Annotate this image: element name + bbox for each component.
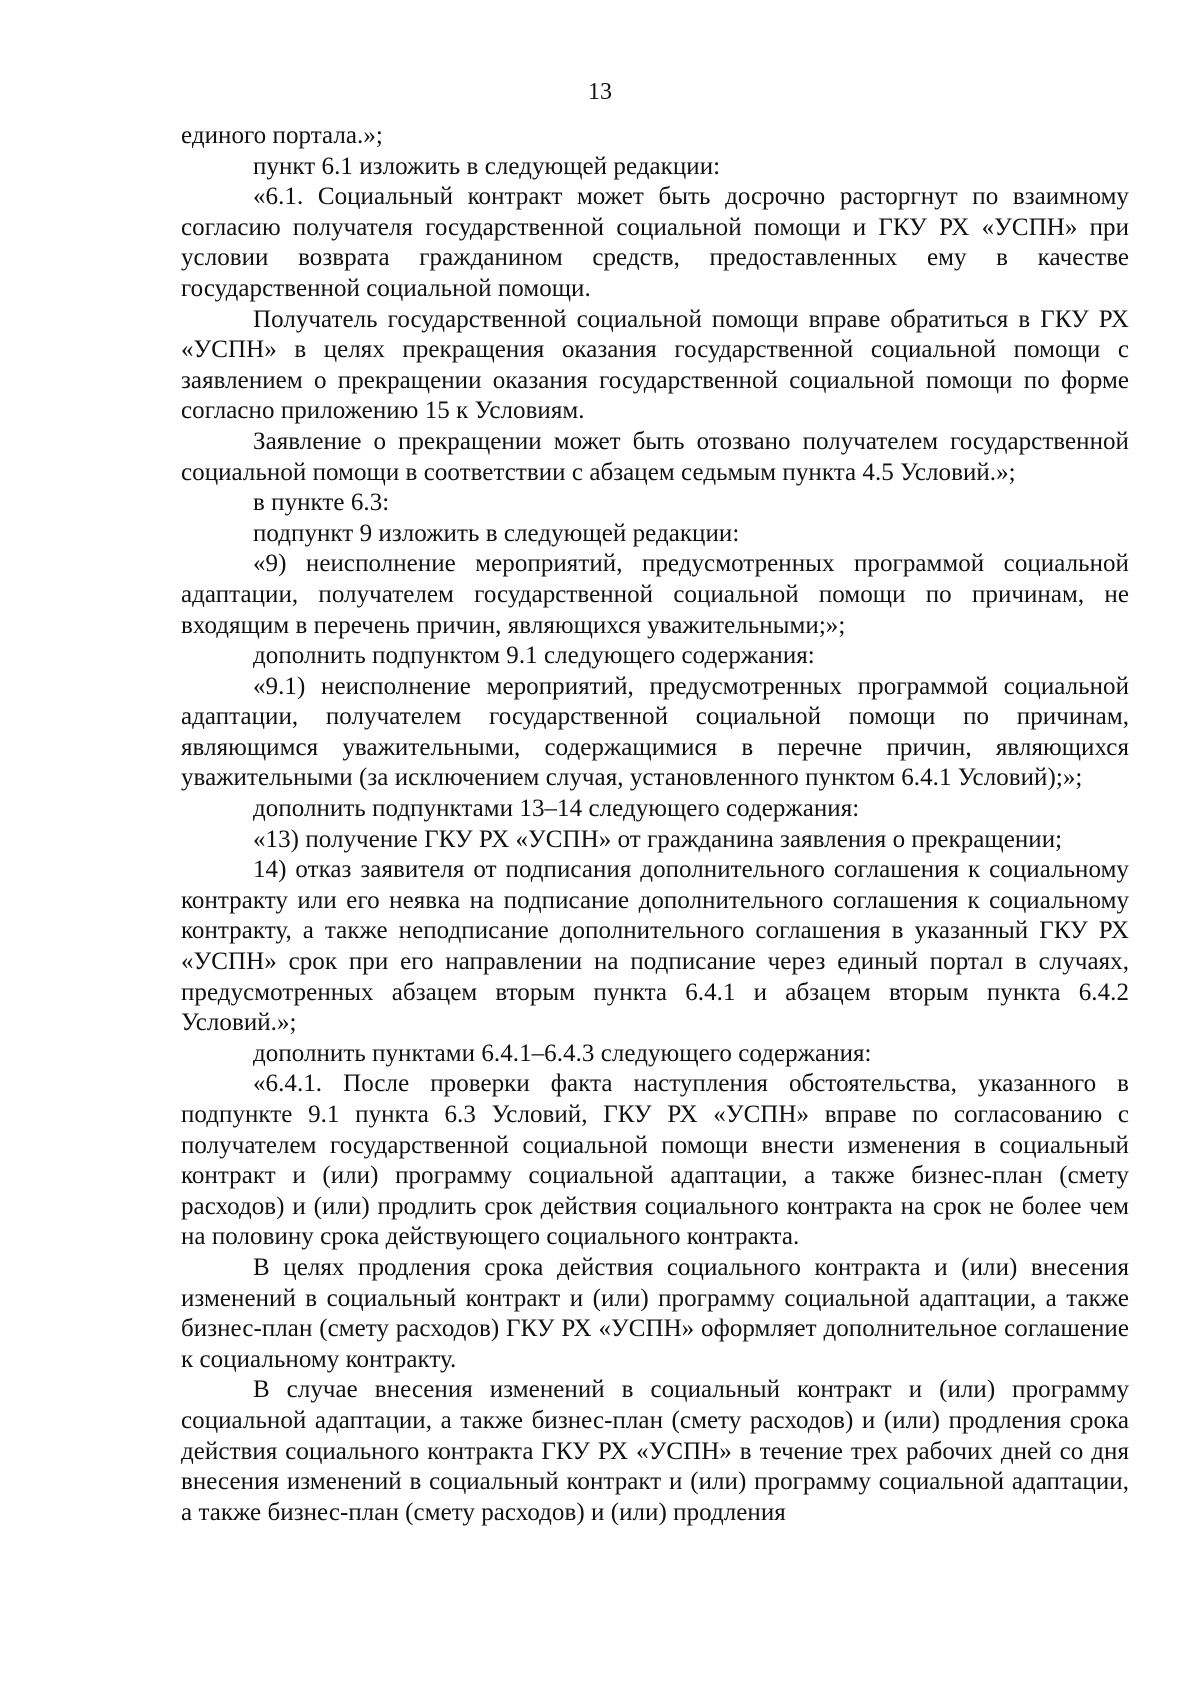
paragraph: Получатель государственной социальной помощи вправе обратиться в ГКУ РХ «УСПН» в целях прекращения оказания государственной социальной помощи с заявлением о прекращении оказания государственной социальной помощи по форме согласно приложению 15 к Условиям.: [181, 305, 1129, 425]
paragraph: дополнить подпунктами 13–14 следующего содержания:: [253, 795, 860, 823]
paragraph: пункт 6.1 изложить в следующей редакции:: [253, 152, 721, 180]
paragraph: в пункте 6.3:: [253, 489, 390, 517]
paragraph: 14) отказ заявителя от подписания дополнительного соглашения к социальному контракту или его неявка на подписание дополнительного соглашения к социальному контракту, а также неподписание дополнительного соглашения в указанный ГКУ РХ «УСПН» срок при его направлении на подписание через единый портал в случаях, предусмотренных абзацем вторым пункта 6.4.1 и абзацем вторым пункта 6.4.2 Условий.»;: [181, 856, 1129, 1037]
document-body: [181, 121, 1129, 1528]
paragraph: подпункт 9 изложить в следующей редакции:: [253, 519, 740, 547]
paragraph: «9) неисполнение мероприятий, предусмотренных программой социальной адаптации, получателем государственной социальной помощи по причинам, не входящим в перечень причин, являющихся уважительными;»;: [181, 550, 1129, 639]
paragraph: дополнить пунктами 6.4.1–6.4.3 следующего содержания:: [253, 1039, 872, 1067]
paragraph: дополнить подпунктом 9.1 следующего содержания:: [253, 642, 815, 670]
paragraph: «6.4.1. После проверки факта наступления обстоятельства, указанного в подпункте 9.1 пункта 6.3 Условий, ГКУ РХ «УСПН» вправе по согласованию с получателем государственной социальной помощи внести изменения в социальный контракт и (или) программу социальной адаптации, а также бизнес-план (смету расходов) и (или) продлить срок действия социального контракта на срок не более чем на половину срока действующего социального контракта.: [181, 1070, 1129, 1251]
paragraph: «13) получение ГКУ РХ «УСПН» от гражданина заявления о прекращении;: [253, 825, 1063, 853]
paragraph: единого портала.»;: [181, 122, 383, 149]
page-number: 13: [588, 79, 612, 105]
paragraph: «6.1. Социальный контракт может быть досрочно расторгнут по взаимному согласию получателя государственной социальной помощи и ГКУ РХ «УСПН» при условии возврата гражданином средств, предоставленных ему в качестве государственной социальной помощи.: [181, 183, 1129, 302]
paragraph: Заявление о прекращении может быть отозвано получателем государственной социальной помощи в соответствии с абзацем седьмым пункта 4.5 Условий.»;: [181, 427, 1129, 486]
paragraph: «9.1) неисполнение мероприятий, предусмотренных программой социальной адаптации, получателем государственной социальной помощи по причинам, являющимся уважительными, содержащимися в перечне причин, являющихся уважительными (за исключением случая, установленного пунктом 6.4.1 Условий);»;: [181, 672, 1129, 792]
paragraph: В случае внесения изменений в социальный контракт и (или) программу социальной адаптации, а также бизнес-план (смету расходов) и (или) продления срока действия социального контракта ГКУ РХ «УСПН» в течение трех рабочих дней со дня внесения изменений в социальный контракт и (или) программу социальной адаптации, а также бизнес-план (смету расходов) и (или) продления: [181, 1376, 1129, 1526]
paragraph: В целях продления срока действия социального контракта и (или) внесения изменений в социальный контракт и (или) программу социальной адаптации, а также бизнес-план (смету расходов) ГКУ РХ «УСПН» оформляет дополнительное соглашение к социальному контракту.: [181, 1253, 1129, 1373]
